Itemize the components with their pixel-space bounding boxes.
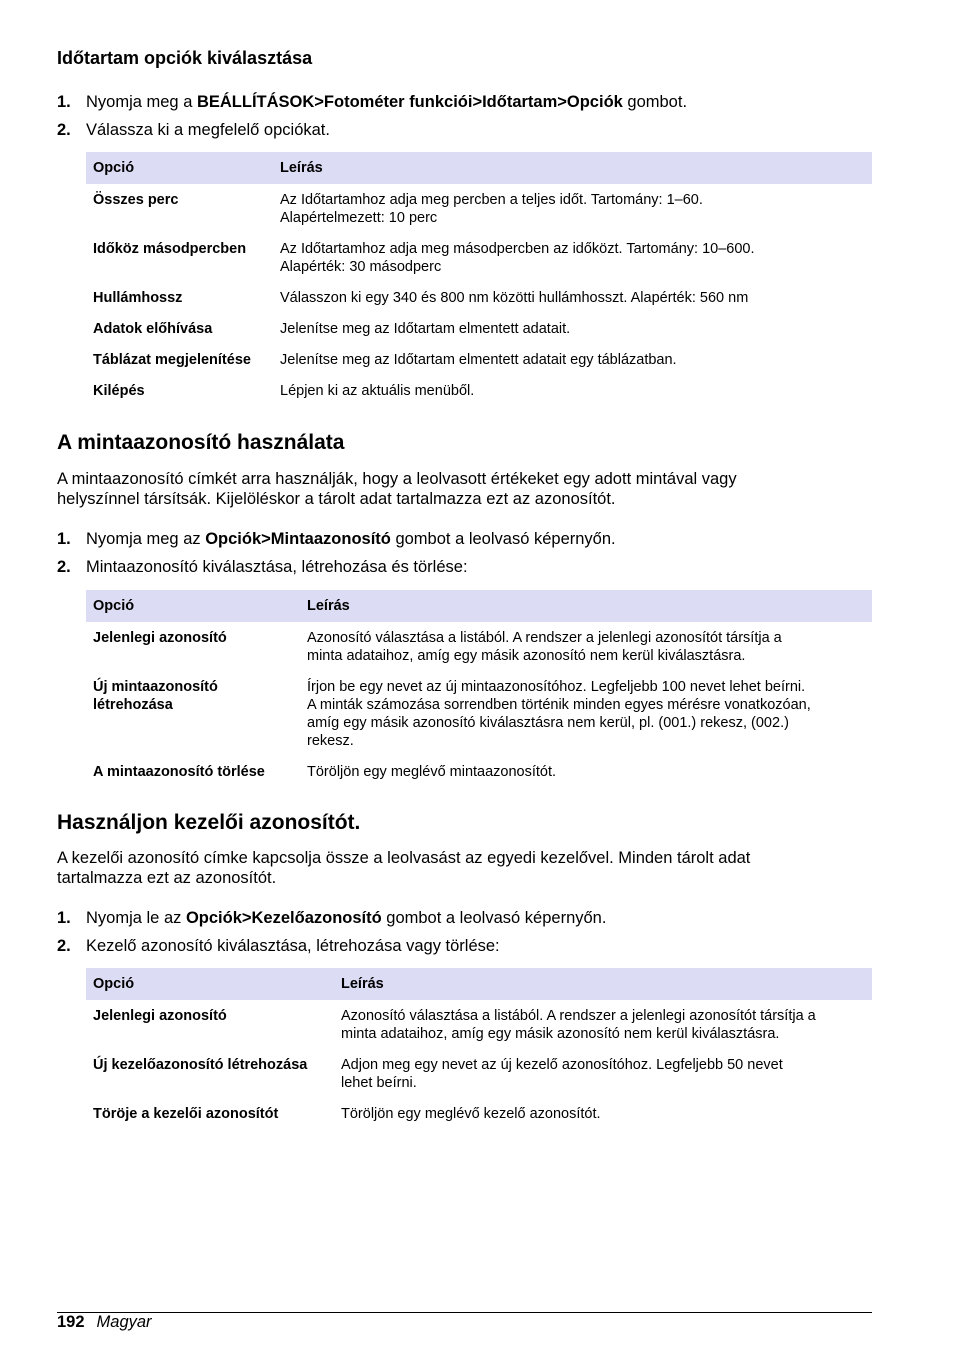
table-row: Adatok előhívása Jelenítse meg az Időtartam elmentett adatait. (93, 321, 571, 337)
steps-list-duration (57, 92, 687, 148)
table-row: Új mintaazonosító létrehozása Írjon be egy nevet az új mintaazonosítóhoz. Legfeljebb 100 nevet lehet beírni. A minták számozása sorrendben történik minden egyes mérésre vonatkozóan, amíg egy másik azonosító kiválasztásra nem kerül, pl. (001.) rekesz, (002.) rekesz. (93, 679, 811, 749)
section-paragraph: A mintaazonosító címkét arra használják, hogy a leolvasott értékeket egy adott mintával vagy helyszínnel társítsák. Kijelöléskor a tárolt adat tartalmazza ezt az azonosítót. (57, 470, 737, 508)
table-row: Időköz másodpercben Az Időtartamhoz adja meg másodpercben az időközt. Tartomány: 10–600. Alapérték: 30 másodperc (93, 241, 755, 275)
step-item: 1. Nyomja le az Opciók>Kezelőazonosító gombot a leolvasó képernyőn. (57, 909, 607, 927)
column-header-description: Leírás (334, 968, 872, 1000)
table-row: Táblázat megjelenítése Jelenítse meg az Időtartam elmentett adatait egy táblázatban. (93, 352, 677, 368)
step-item: 2. Kezelő azonosító kiválasztása, létrehozása vagy törlése: (57, 937, 500, 955)
steps-list-operator-id (57, 908, 606, 964)
page-number: 192 (57, 1313, 85, 1331)
footer-divider (57, 1312, 872, 1313)
options-table-sample-id (86, 590, 872, 788)
footer-language: Magyar (96, 1313, 152, 1331)
table-header-row (86, 968, 872, 1000)
step-item: 1. Nyomja meg a BEÁLLÍTÁSOK>Fotométer funkciói>Időtartam>Opciók gombot. (57, 93, 688, 111)
table-row: Új kezelőazonosító létrehozása Adjon meg egy nevet az új kezelő azonosítóhoz. Legfeljebb 50 nevet lehet beírni. (93, 1057, 783, 1091)
table-header-row (86, 590, 872, 622)
section-heading-duration-options: Időtartam opciók kiválasztása (57, 48, 313, 68)
table-row: Töröje a kezelői azonosítót Töröljön egy meglévő kezelő azonosítót. (93, 1106, 601, 1122)
options-table-duration (86, 152, 872, 407)
steps-list-sample-id (57, 529, 616, 585)
step-item: 2. Válassza ki a megfelelő opciókat. (57, 121, 330, 139)
section-heading-sample-id: A mintaazonosító használata (57, 431, 345, 454)
table-row: Jelenlegi azonosító Azonosító választása a listából. A rendszer a jelenlegi azonosítót társítja a minta adataihoz, amíg egy másik azonosító nem kerül kiválasztásra. (93, 630, 782, 664)
step-item: 1. Nyomja meg az Opciók>Mintaazonosító gombot a leolvasó képernyőn. (57, 530, 616, 548)
options-table-operator-id (86, 968, 872, 1130)
table-row: Összes perc Az Időtartamhoz adja meg percben a teljes időt. Tartomány: 1–60. Alapértelmezett: 10 perc (93, 192, 703, 226)
table-row: Jelenlegi azonosító Azonosító választása a listából. A rendszer a jelenlegi azonosítót társítja a minta adataihoz, amíg egy másik azonosító nem kerül kiválasztásra. (93, 1008, 816, 1042)
section-heading-operator-id: Használjon kezelői azonosítót. (57, 811, 361, 834)
step-item: 2. Mintaazonosító kiválasztása, létrehozása és törlése: (57, 558, 468, 576)
column-header-description: Leírás (300, 590, 872, 622)
table-row: A mintaazonosító törlése Töröljön egy meglévő mintaazonosítót. (93, 764, 557, 780)
column-header-option: Opció (86, 590, 300, 622)
column-header-option: Opció (86, 152, 273, 184)
column-header-option: Opció (86, 968, 334, 1000)
section-paragraph: A kezelői azonosító címke kapcsolja össze a leolvasást az egyedi kezelővel. Minden tárolt adat tartalmazza ezt az azonosítót. (57, 849, 751, 887)
column-header-description: Leírás (273, 152, 872, 184)
page-footer (57, 1312, 152, 1332)
table-header-row (86, 152, 872, 184)
table-row: Kilépés Lépjen ki az aktuális menüből. (93, 383, 475, 399)
table-row: Hullámhossz Válasszon ki egy 340 és 800 nm közötti hullámhosszt. Alapérték: 560 nm (93, 290, 749, 306)
